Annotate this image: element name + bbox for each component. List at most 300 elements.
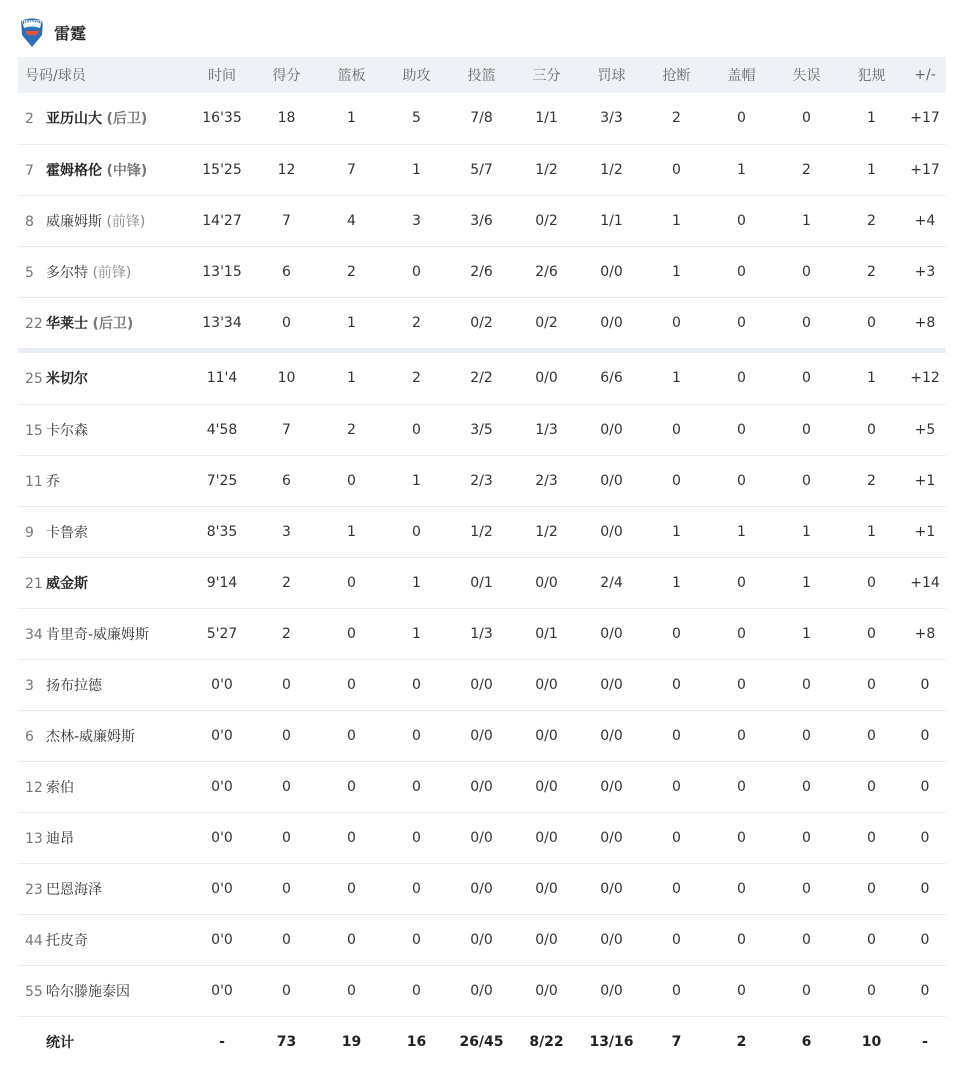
player-number: 13 (25, 830, 43, 847)
player-name-link[interactable]: 乔 (46, 473, 60, 490)
player-number: 5 (25, 264, 34, 281)
stat-fouls: 0 (839, 863, 904, 914)
box-score-table (18, 57, 946, 1067)
stat-blocks: 0 (709, 93, 774, 144)
player-name-link[interactable]: 杰林-威廉姆斯 (46, 728, 136, 745)
stat-rebounds: 0 (319, 914, 384, 965)
stat-plus-minus: +8 (904, 608, 946, 659)
stat-free-throws: 0/0 (579, 965, 644, 1016)
stat-three-pointers: 0/0 (514, 659, 579, 710)
stat-blocks: 0 (709, 965, 774, 1016)
player-number: 11 (25, 473, 43, 490)
stat-assists: 0 (384, 761, 449, 812)
stat-minutes: 4'58 (190, 404, 254, 455)
stat-fouls: 2 (839, 246, 904, 297)
stat-three-pointers: 0/0 (514, 965, 579, 1016)
total-blocks: 2 (709, 1016, 774, 1067)
player-number: 7 (25, 162, 34, 179)
player-cell (18, 659, 190, 710)
column-header-field-goals[interactable]: 投篮 (449, 57, 514, 93)
player-name-link[interactable]: 卡尔森 (46, 422, 88, 439)
stat-three-pointers: 0/0 (514, 353, 579, 404)
stat-assists: 1 (384, 557, 449, 608)
player-cell (18, 761, 190, 812)
player-name-link[interactable]: 扬布拉德 (46, 677, 102, 694)
player-cell (18, 353, 190, 404)
stat-blocks: 0 (709, 246, 774, 297)
player-number: 23 (25, 881, 43, 898)
stat-plus-minus: +17 (904, 144, 946, 195)
stat-points: 12 (254, 144, 319, 195)
stat-turnovers: 0 (774, 710, 839, 761)
stat-plus-minus: 0 (904, 965, 946, 1016)
stat-assists: 2 (384, 297, 449, 348)
column-header-assists[interactable]: 助攻 (384, 57, 449, 93)
stat-steals: 0 (644, 659, 709, 710)
stat-blocks: 1 (709, 144, 774, 195)
stat-fouls: 0 (839, 659, 904, 710)
stat-assists: 1 (384, 455, 449, 506)
stat-fouls: 0 (839, 297, 904, 348)
stat-turnovers: 0 (774, 353, 839, 404)
stat-fouls: 0 (839, 710, 904, 761)
total-three-pointers: 8/22 (514, 1016, 579, 1067)
stat-points: 0 (254, 812, 319, 863)
header-row (18, 57, 946, 93)
stat-turnovers: 1 (774, 608, 839, 659)
stat-minutes: 0'0 (190, 761, 254, 812)
stat-assists: 0 (384, 812, 449, 863)
stat-rebounds: 0 (319, 761, 384, 812)
stat-free-throws: 0/0 (579, 659, 644, 710)
stat-free-throws: 0/0 (579, 863, 644, 914)
stat-steals: 1 (644, 195, 709, 246)
stat-blocks: 0 (709, 297, 774, 348)
totals-label: 统计 (18, 1016, 190, 1067)
stat-minutes: 13'15 (190, 246, 254, 297)
stat-assists: 0 (384, 863, 449, 914)
stat-steals: 1 (644, 246, 709, 297)
stat-field-goals: 2/6 (449, 246, 514, 297)
stat-steals: 0 (644, 297, 709, 348)
stat-blocks: 0 (709, 353, 774, 404)
stat-minutes: 5'27 (190, 608, 254, 659)
player-name-link[interactable]: 巴恩海泽 (46, 881, 102, 898)
stat-free-throws: 0/0 (579, 710, 644, 761)
stat-turnovers: 0 (774, 659, 839, 710)
stat-turnovers: 0 (774, 812, 839, 863)
stat-plus-minus: 0 (904, 863, 946, 914)
column-header-points[interactable]: 得分 (254, 57, 319, 93)
stat-minutes: 8'35 (190, 506, 254, 557)
stat-points: 2 (254, 608, 319, 659)
stat-blocks: 0 (709, 557, 774, 608)
stat-blocks: 1 (709, 506, 774, 557)
stat-turnovers: 0 (774, 965, 839, 1016)
stat-turnovers: 0 (774, 863, 839, 914)
stat-points: 0 (254, 297, 319, 348)
player-cell (18, 812, 190, 863)
stat-minutes: 15'25 (190, 144, 254, 195)
stat-plus-minus: 0 (904, 710, 946, 761)
stat-free-throws: 1/1 (579, 195, 644, 246)
stat-free-throws: 0/0 (579, 297, 644, 348)
stat-fouls: 2 (839, 195, 904, 246)
stat-three-pointers: 0/0 (514, 812, 579, 863)
column-header-rebounds[interactable]: 篮板 (319, 57, 384, 93)
stat-steals: 2 (644, 93, 709, 144)
total-turnovers: 6 (774, 1016, 839, 1067)
stat-plus-minus: 0 (904, 914, 946, 965)
stat-assists: 1 (384, 608, 449, 659)
table-row (18, 659, 946, 710)
player-name-link[interactable]: 华莱士 (46, 315, 88, 332)
column-header-three-pointers[interactable]: 三分 (514, 57, 579, 93)
player-number: 34 (25, 626, 43, 643)
stat-steals: 0 (644, 710, 709, 761)
stat-minutes: 0'0 (190, 710, 254, 761)
stat-points: 0 (254, 914, 319, 965)
stat-minutes: 0'0 (190, 812, 254, 863)
thunder-logo-icon (18, 16, 46, 48)
stat-blocks: 0 (709, 863, 774, 914)
stat-rebounds: 0 (319, 455, 384, 506)
stat-three-pointers: 0/2 (514, 195, 579, 246)
column-header-turnovers[interactable]: 失误 (774, 57, 839, 93)
player-name-link[interactable]: 索伯 (46, 779, 74, 796)
stat-blocks: 0 (709, 455, 774, 506)
player-cell (18, 297, 190, 348)
stat-minutes: 11'4 (190, 353, 254, 404)
stat-points: 0 (254, 863, 319, 914)
total-rebounds: 19 (319, 1016, 384, 1067)
player-number: 22 (25, 315, 43, 332)
player-cell (18, 506, 190, 557)
stat-plus-minus: +1 (904, 506, 946, 557)
stat-minutes: 14'27 (190, 195, 254, 246)
table-row (18, 965, 946, 1016)
stat-steals: 0 (644, 404, 709, 455)
stat-free-throws: 0/0 (579, 812, 644, 863)
stat-blocks: 0 (709, 404, 774, 455)
stat-rebounds: 7 (319, 144, 384, 195)
player-position: (中锋) (106, 162, 148, 179)
table-row (18, 144, 946, 195)
player-cell (18, 608, 190, 659)
stat-free-throws: 0/0 (579, 761, 644, 812)
stat-field-goals: 3/5 (449, 404, 514, 455)
player-number: 55 (25, 983, 43, 1000)
stat-steals: 1 (644, 506, 709, 557)
stat-field-goals: 1/2 (449, 506, 514, 557)
stat-assists: 5 (384, 93, 449, 144)
stat-plus-minus: +5 (904, 404, 946, 455)
stat-points: 0 (254, 710, 319, 761)
table-row (18, 557, 946, 608)
player-number: 6 (25, 728, 34, 745)
player-cell (18, 404, 190, 455)
stat-steals: 0 (644, 455, 709, 506)
stat-field-goals: 2/3 (449, 455, 514, 506)
stat-field-goals: 0/0 (449, 659, 514, 710)
stat-assists: 0 (384, 404, 449, 455)
player-name-link[interactable]: 米切尔 (46, 371, 88, 388)
stat-assists: 0 (384, 710, 449, 761)
stat-rebounds: 0 (319, 608, 384, 659)
stat-rebounds: 0 (319, 659, 384, 710)
stat-steals: 0 (644, 812, 709, 863)
stat-rebounds: 1 (319, 93, 384, 144)
stat-field-goals: 7/8 (449, 93, 514, 144)
player-position: (后卫) (106, 111, 148, 128)
column-header-free-throws[interactable]: 罚球 (579, 57, 644, 93)
stat-rebounds: 1 (319, 353, 384, 404)
stat-plus-minus: +12 (904, 353, 946, 404)
stat-steals: 0 (644, 914, 709, 965)
stat-field-goals: 2/2 (449, 353, 514, 404)
stat-field-goals: 0/1 (449, 557, 514, 608)
player-cell (18, 144, 190, 195)
totals-row (18, 1016, 946, 1067)
stat-turnovers: 0 (774, 761, 839, 812)
player-name-link[interactable]: 卡鲁索 (46, 524, 88, 541)
stat-field-goals: 0/0 (449, 965, 514, 1016)
stat-rebounds: 0 (319, 812, 384, 863)
stat-blocks: 0 (709, 608, 774, 659)
stat-turnovers: 0 (774, 246, 839, 297)
stat-field-goals: 0/2 (449, 297, 514, 348)
table-row (18, 297, 946, 348)
stat-points: 7 (254, 195, 319, 246)
player-number: 2 (25, 111, 34, 128)
player-number: 8 (25, 213, 34, 230)
stat-turnovers: 0 (774, 93, 839, 144)
stat-points: 0 (254, 659, 319, 710)
stat-minutes: 7'25 (190, 455, 254, 506)
stat-turnovers: 0 (774, 455, 839, 506)
stat-blocks: 0 (709, 761, 774, 812)
stat-fouls: 0 (839, 965, 904, 1016)
stat-field-goals: 0/0 (449, 710, 514, 761)
stat-assists: 3 (384, 195, 449, 246)
stat-rebounds: 0 (319, 710, 384, 761)
stat-field-goals: 0/0 (449, 761, 514, 812)
stat-steals: 1 (644, 353, 709, 404)
stat-free-throws: 0/0 (579, 506, 644, 557)
player-cell (18, 557, 190, 608)
stat-free-throws: 0/0 (579, 404, 644, 455)
stat-assists: 0 (384, 914, 449, 965)
stat-minutes: 0'0 (190, 863, 254, 914)
stat-plus-minus: +17 (904, 93, 946, 144)
column-header-player[interactable]: 号码/球员 (18, 57, 190, 93)
stat-blocks: 0 (709, 710, 774, 761)
stat-turnovers: 1 (774, 195, 839, 246)
team-name: 雷霆 (54, 23, 87, 43)
stat-fouls: 0 (839, 608, 904, 659)
stat-minutes: 0'0 (190, 659, 254, 710)
stat-three-pointers: 1/2 (514, 144, 579, 195)
stat-steals: 0 (644, 144, 709, 195)
stat-field-goals: 0/0 (449, 914, 514, 965)
column-header-blocks[interactable]: 盖帽 (709, 57, 774, 93)
column-header-steals[interactable]: 抢断 (644, 57, 709, 93)
player-name-link[interactable]: 托皮奇 (46, 932, 88, 949)
table-row (18, 246, 946, 297)
stat-three-pointers: 1/2 (514, 506, 579, 557)
table-row (18, 455, 946, 506)
stat-free-throws: 1/2 (579, 144, 644, 195)
stat-three-pointers: 2/6 (514, 246, 579, 297)
player-number: 3 (25, 677, 34, 694)
stat-plus-minus: +1 (904, 455, 946, 506)
stat-free-throws: 3/3 (579, 93, 644, 144)
player-number: 44 (25, 932, 43, 949)
stat-assists: 0 (384, 659, 449, 710)
table-row (18, 608, 946, 659)
stat-field-goals: 1/3 (449, 608, 514, 659)
stat-three-pointers: 0/0 (514, 761, 579, 812)
stat-points: 18 (254, 93, 319, 144)
stat-turnovers: 0 (774, 297, 839, 348)
stat-turnovers: 1 (774, 506, 839, 557)
player-name-link[interactable]: 多尔特 (46, 264, 88, 281)
stat-points: 3 (254, 506, 319, 557)
logo-text: THUNDER (21, 19, 43, 25)
stat-fouls: 0 (839, 557, 904, 608)
stat-field-goals: 0/0 (449, 812, 514, 863)
stat-three-pointers: 0/0 (514, 863, 579, 914)
stat-rebounds: 0 (319, 863, 384, 914)
stat-points: 7 (254, 404, 319, 455)
stat-points: 2 (254, 557, 319, 608)
stat-blocks: 0 (709, 195, 774, 246)
total-assists: 16 (384, 1016, 449, 1067)
total-fouls: 10 (839, 1016, 904, 1067)
stat-assists: 1 (384, 144, 449, 195)
player-name-link[interactable]: 肯里奇-威廉姆斯 (46, 626, 150, 643)
table-row (18, 195, 946, 246)
stat-fouls: 1 (839, 506, 904, 557)
stat-fouls: 1 (839, 93, 904, 144)
stat-plus-minus: +8 (904, 297, 946, 348)
stat-minutes: 0'0 (190, 914, 254, 965)
total-minutes: - (190, 1016, 254, 1067)
column-header-fouls[interactable]: 犯规 (839, 57, 904, 93)
player-cell (18, 914, 190, 965)
stat-fouls: 2 (839, 455, 904, 506)
stat-free-throws: 6/6 (579, 353, 644, 404)
player-name-link[interactable]: 威金斯 (46, 575, 88, 592)
player-position: (前锋) (92, 264, 132, 281)
stat-three-pointers: 0/0 (514, 557, 579, 608)
player-cell (18, 246, 190, 297)
stat-field-goals: 0/0 (449, 863, 514, 914)
stat-steals: 0 (644, 761, 709, 812)
player-name-link[interactable]: 霍姆格伦 (46, 162, 102, 179)
stat-plus-minus: 0 (904, 812, 946, 863)
total-field-goals: 26/45 (449, 1016, 514, 1067)
stat-points: 6 (254, 246, 319, 297)
stat-minutes: 16'35 (190, 93, 254, 144)
stat-turnovers: 0 (774, 404, 839, 455)
column-header-plus-minus[interactable]: +/- (904, 57, 946, 93)
stat-field-goals: 3/6 (449, 195, 514, 246)
stat-assists: 0 (384, 965, 449, 1016)
stat-turnovers: 2 (774, 144, 839, 195)
stat-fouls: 1 (839, 353, 904, 404)
stat-three-pointers: 0/1 (514, 608, 579, 659)
stat-plus-minus: 0 (904, 659, 946, 710)
stat-fouls: 0 (839, 761, 904, 812)
player-position: (后卫) (92, 315, 134, 332)
column-header-minutes[interactable]: 时间 (190, 57, 254, 93)
stat-points: 10 (254, 353, 319, 404)
stat-minutes: 0'0 (190, 965, 254, 1016)
stat-points: 6 (254, 455, 319, 506)
stat-three-pointers: 1/3 (514, 404, 579, 455)
total-free-throws: 13/16 (579, 1016, 644, 1067)
stat-free-throws: 0/0 (579, 246, 644, 297)
stat-three-pointers: 0/0 (514, 914, 579, 965)
table-row (18, 506, 946, 557)
stat-plus-minus: +14 (904, 557, 946, 608)
stat-minutes: 13'34 (190, 297, 254, 348)
player-number: 12 (25, 779, 43, 796)
player-number: 9 (25, 524, 34, 541)
stat-rebounds: 0 (319, 557, 384, 608)
stat-rebounds: 2 (319, 404, 384, 455)
player-cell (18, 93, 190, 144)
player-cell (18, 965, 190, 1016)
stat-steals: 0 (644, 608, 709, 659)
stat-fouls: 0 (839, 812, 904, 863)
stat-blocks: 0 (709, 914, 774, 965)
table-row (18, 93, 946, 144)
stat-free-throws: 2/4 (579, 557, 644, 608)
player-cell (18, 710, 190, 761)
stat-points: 0 (254, 761, 319, 812)
stat-three-pointers: 1/1 (514, 93, 579, 144)
team-header (18, 14, 86, 50)
total-plus-minus: - (904, 1016, 946, 1067)
player-name-link[interactable]: 哈尔滕施泰因 (46, 983, 130, 1000)
table-body (18, 93, 946, 1067)
stat-free-throws: 0/0 (579, 455, 644, 506)
stat-turnovers: 1 (774, 557, 839, 608)
table-row (18, 353, 946, 404)
stat-minutes: 9'14 (190, 557, 254, 608)
player-cell (18, 455, 190, 506)
stat-plus-minus: 0 (904, 761, 946, 812)
player-name-link[interactable]: 威廉姆斯 (46, 213, 102, 230)
stat-free-throws: 0/0 (579, 608, 644, 659)
stat-fouls: 1 (839, 144, 904, 195)
table-row (18, 863, 946, 914)
player-name-link[interactable]: 亚历山大 (46, 111, 102, 128)
table-row (18, 710, 946, 761)
player-name-link[interactable]: 迪昂 (46, 830, 74, 847)
total-points: 73 (254, 1016, 319, 1067)
stat-rebounds: 0 (319, 965, 384, 1016)
stat-fouls: 0 (839, 914, 904, 965)
stat-three-pointers: 2/3 (514, 455, 579, 506)
player-position: (前锋) (106, 213, 146, 230)
stat-steals: 1 (644, 557, 709, 608)
stat-blocks: 0 (709, 659, 774, 710)
stat-three-pointers: 0/2 (514, 297, 579, 348)
table-row (18, 914, 946, 965)
